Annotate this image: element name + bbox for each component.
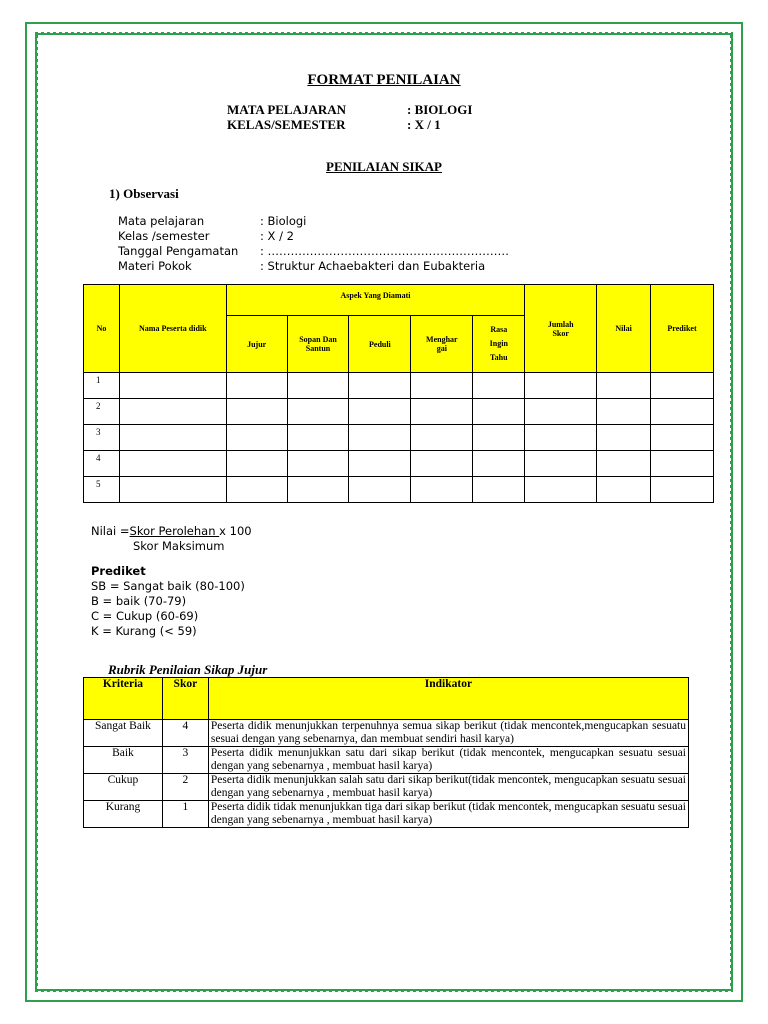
indicator-cell: Peserta didik tidak menunjukkan tiga dari sikap berikut (tidak mencontek, mengucapkan sesuatu sesuai dengan yang sebenarnya , membuat hasil karya) — [208, 801, 688, 828]
formula-line — [91, 524, 252, 538]
cell-empty — [651, 477, 714, 503]
col-header-indicator: Indikator — [208, 678, 688, 720]
cell-empty — [411, 477, 473, 503]
score-cell: 1 — [162, 801, 208, 828]
table-row — [84, 425, 714, 451]
cell-empty — [287, 477, 349, 503]
cell-empty — [651, 399, 714, 425]
info-values — [260, 214, 509, 274]
cell-empty — [473, 451, 525, 477]
col-header-total: Jumlah Skor — [525, 285, 597, 373]
table-row — [84, 373, 714, 399]
cell-empty — [525, 399, 597, 425]
row-number: 5 — [84, 477, 120, 503]
cell-empty — [597, 373, 651, 399]
cell-empty — [597, 451, 651, 477]
cell-empty — [411, 451, 473, 477]
cell-empty — [119, 373, 226, 399]
formula-numerator: Skor Perolehan — [129, 524, 220, 538]
cell-empty — [411, 373, 473, 399]
table-row — [84, 477, 714, 503]
predicate-list — [91, 579, 245, 639]
score-cell: 2 — [162, 774, 208, 801]
info-label: Kelas /semester — [118, 229, 210, 243]
cell-empty — [287, 373, 349, 399]
info-labels — [118, 214, 238, 274]
aspect-header: Rasa Ingin Tahu — [473, 316, 525, 373]
col-header-predicate: Prediket — [651, 285, 714, 373]
cell-empty — [651, 451, 714, 477]
cell-empty — [411, 425, 473, 451]
rubric-heading: Rubrik Penilaian Sikap Jujur — [108, 662, 268, 677]
cell-empty — [287, 451, 349, 477]
table-row — [84, 720, 689, 747]
table-row — [84, 747, 689, 774]
cell-empty — [349, 399, 411, 425]
cell-empty — [119, 451, 226, 477]
cell-empty — [349, 451, 411, 477]
row-number: 1 — [84, 373, 120, 399]
observation-table — [83, 284, 714, 503]
page-border-inner — [35, 33, 733, 991]
cell-empty — [119, 477, 226, 503]
cell-empty — [597, 425, 651, 451]
aspect-header: Menghar gai — [411, 316, 473, 373]
subject-label: MATA PELAJARAN — [227, 102, 347, 117]
cell-empty — [525, 425, 597, 451]
cell-empty — [651, 373, 714, 399]
criteria-cell: Cukup — [84, 774, 163, 801]
cell-empty — [597, 477, 651, 503]
cell-empty — [597, 399, 651, 425]
info-label: Mata pelajaran — [118, 214, 205, 228]
predicate-item: B = baik (70-79) — [91, 594, 187, 608]
formula-denominator: Skor Maksimum — [133, 539, 225, 553]
col-header-no: No — [84, 285, 120, 373]
cell-empty — [226, 451, 287, 477]
info-value: : X / 2 — [260, 229, 294, 243]
cell-empty — [349, 373, 411, 399]
rubric-table — [83, 677, 689, 828]
formula-prefix: Nilai = — [91, 524, 130, 538]
info-value: : Struktur Achaebakteri dan Eubakteria — [260, 259, 486, 273]
predicate-item: K = Kurang (< 59) — [91, 624, 197, 638]
cell-empty — [411, 399, 473, 425]
table-row — [84, 774, 689, 801]
col-header-aspects: Aspek Yang Diamati — [226, 285, 525, 316]
cell-empty — [473, 425, 525, 451]
criteria-cell: Kurang — [84, 801, 163, 828]
cell-empty — [473, 373, 525, 399]
class-value: : X / 1 — [407, 117, 441, 132]
formula-suffix: x 100 — [219, 524, 252, 538]
cell-empty — [349, 425, 411, 451]
row-number: 2 — [84, 399, 120, 425]
cell-empty — [119, 425, 226, 451]
cell-empty — [525, 451, 597, 477]
indicator-cell: Peserta didik menunjukkan salah satu dari sikap berikut(tidak mencontek, mengucapkan sesuatu sesuai dengan yang sebenarnya , membuat hasil karya) — [208, 774, 688, 801]
cell-empty — [226, 373, 287, 399]
col-header-score: Nilai — [597, 285, 651, 373]
col-header-name: Nama Peserta didik — [119, 285, 226, 373]
indicator-cell: Peserta didik menunjukkan terpenuhnya semua sikap berikut (tidak mencontek,mengucapkan sesuatu sesuai dengan yang sebenarnya, dan membuat sendiri hasil karya) — [208, 720, 688, 747]
col-header-score: Skor — [162, 678, 208, 720]
cell-empty — [226, 425, 287, 451]
aspect-header: Sopan Dan Santun — [287, 316, 349, 373]
class-label: KELAS/SEMESTER — [227, 117, 346, 132]
subject-value: : BIOLOGI — [407, 102, 473, 117]
cell-empty — [287, 399, 349, 425]
section-title: PENILAIAN SIKAP — [326, 159, 442, 174]
aspect-header: Jujur — [226, 316, 287, 373]
cell-empty — [349, 477, 411, 503]
predicate-item: SB = Sangat baik (80-100) — [91, 579, 245, 593]
info-label: Materi Pokok — [118, 259, 192, 273]
aspect-header: Peduli — [349, 316, 411, 373]
cell-empty — [473, 399, 525, 425]
cell-empty — [119, 399, 226, 425]
cell-empty — [525, 373, 597, 399]
cell-empty — [226, 477, 287, 503]
indicator-cell: Peserta didik menunjukkan satu dari sikap berikut (tidak mencontek, mengucapkan sesuatu sesuai dengan yang sebenarnya , membuat hasil karya) — [208, 747, 688, 774]
info-value: : Biologi — [260, 214, 307, 228]
table-row — [84, 399, 714, 425]
cell-empty — [525, 477, 597, 503]
predicate-heading: Prediket — [91, 564, 146, 578]
score-cell: 3 — [162, 747, 208, 774]
cell-empty — [651, 425, 714, 451]
predicate-item: C = Cukup (60-69) — [91, 609, 199, 623]
page-title: FORMAT PENILAIAN — [307, 72, 461, 88]
table-row — [84, 801, 689, 828]
row-number: 3 — [84, 425, 120, 451]
row-number: 4 — [84, 451, 120, 477]
criteria-cell: Sangat Baik — [84, 720, 163, 747]
score-cell: 4 — [162, 720, 208, 747]
info-label: Tanggal Pengamatan — [118, 244, 239, 258]
observation-heading: 1) Observasi — [109, 186, 179, 201]
cell-empty — [226, 399, 287, 425]
cell-empty — [287, 425, 349, 451]
col-header-criteria: Kriteria — [84, 678, 163, 720]
info-value: : ……………………………………………………… — [260, 244, 510, 258]
criteria-cell: Baik — [84, 747, 163, 774]
cell-empty — [473, 477, 525, 503]
table-row — [84, 451, 714, 477]
